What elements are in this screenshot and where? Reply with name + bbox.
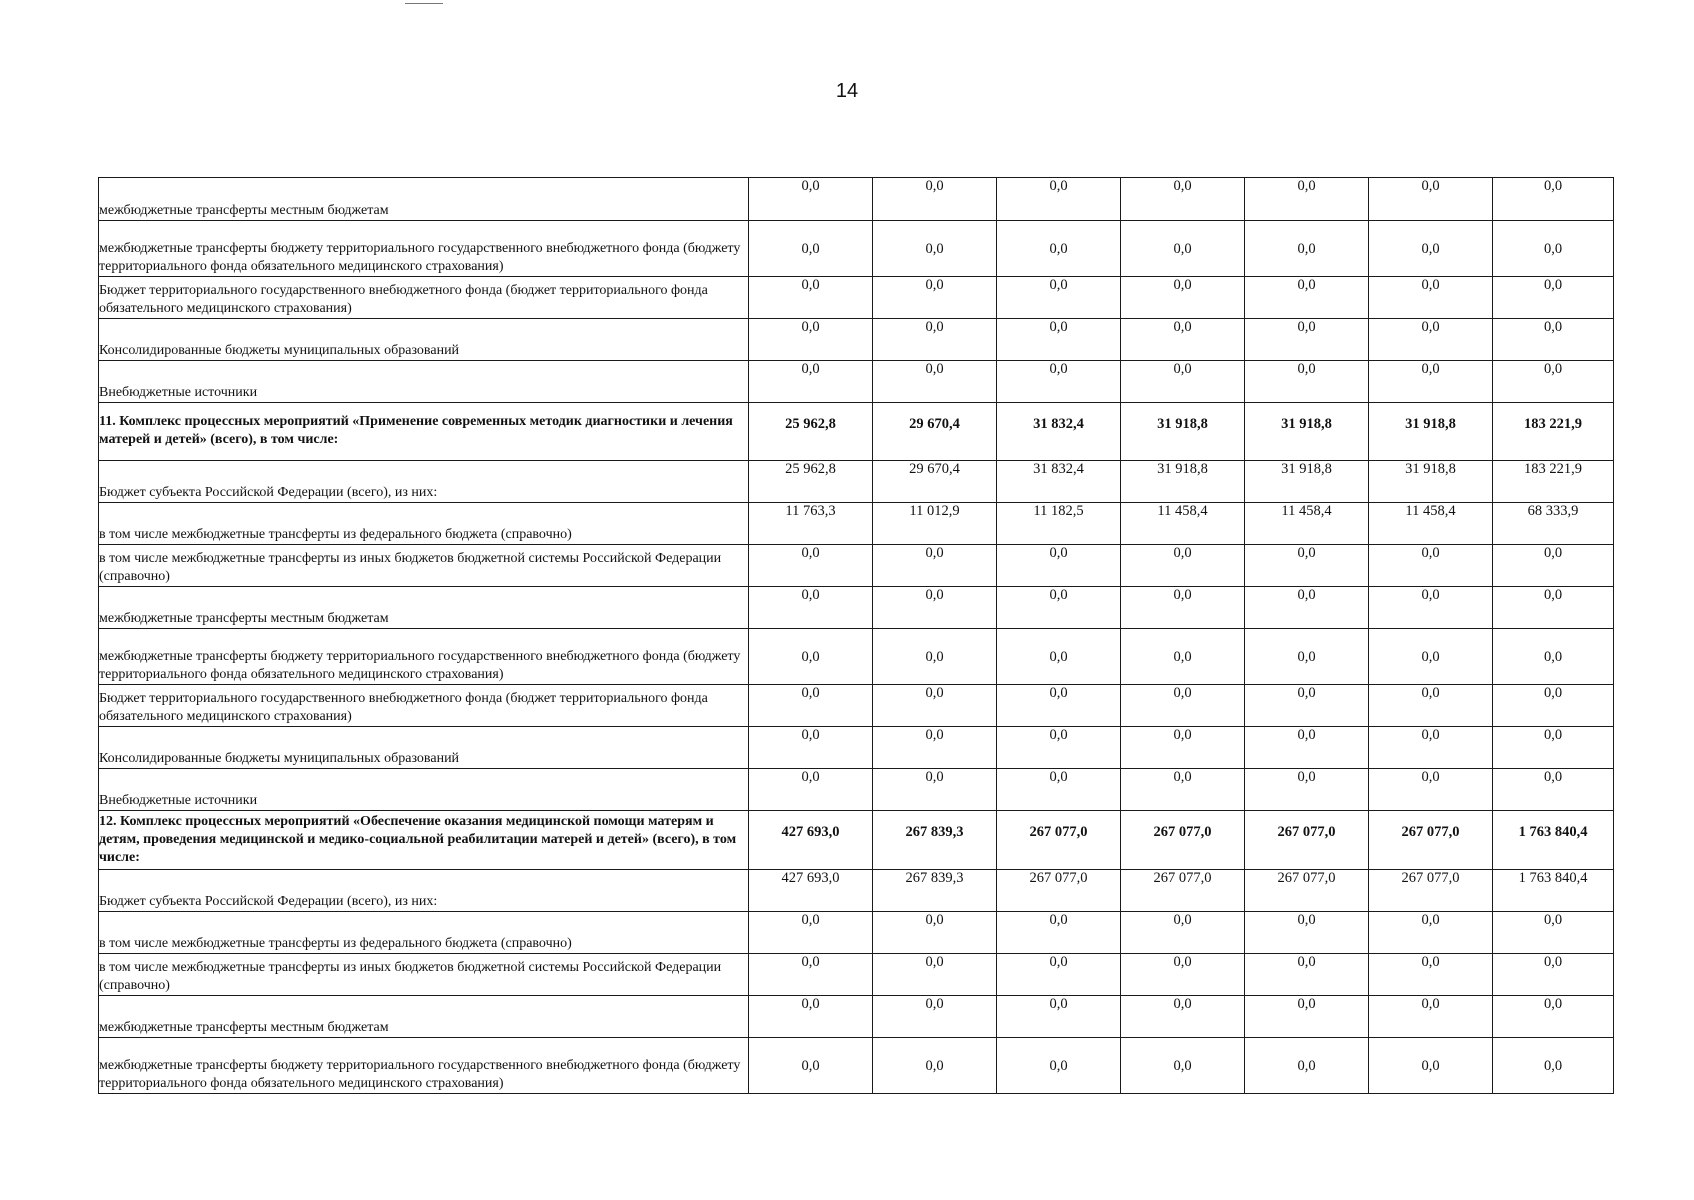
row-label: 11. Комплекс процессных мероприятий «Применение современных методик диагностики и лечения матерей и детей» (всего), в том числе: — [99, 403, 749, 461]
table-row — [99, 461, 1614, 503]
table-row — [99, 221, 1614, 277]
year-value-cell: 267 839,3 — [873, 811, 997, 870]
year-value-cell: 0,0 — [997, 727, 1121, 769]
total-cell: 0,0 — [1493, 685, 1614, 727]
table-row — [99, 629, 1614, 685]
year-value-cell: 0,0 — [1121, 587, 1245, 629]
year-value-cell: 0,0 — [749, 912, 873, 954]
year-value-cell: 0,0 — [873, 587, 997, 629]
table-row — [99, 870, 1614, 912]
year-value-cell: 0,0 — [997, 545, 1121, 587]
year-value-cell: 0,0 — [873, 996, 997, 1038]
year-value-cell: 0,0 — [1369, 954, 1493, 996]
year-value-cell: 267 077,0 — [1245, 870, 1369, 912]
total-cell: 0,0 — [1493, 319, 1614, 361]
table-row — [99, 954, 1614, 996]
row-label: Бюджет территориального государственного внебюджетного фонда (бюджет территориального фонда обязательного медицинского страхования) — [99, 685, 749, 727]
row-label: межбюджетные трансферты местным бюджетам — [99, 996, 749, 1038]
year-value-cell: 0,0 — [1369, 629, 1493, 685]
year-value-cell: 0,0 — [749, 629, 873, 685]
year-value-cell: 0,0 — [1121, 178, 1245, 221]
table-row — [99, 587, 1614, 629]
row-label: межбюджетные трансферты местным бюджетам — [99, 587, 749, 629]
year-value-cell: 0,0 — [749, 545, 873, 587]
table-row — [99, 545, 1614, 587]
row-label: межбюджетные трансферты местным бюджетам — [99, 178, 749, 221]
year-value-cell: 0,0 — [749, 727, 873, 769]
section-row — [99, 811, 1614, 870]
table-row — [99, 178, 1614, 221]
year-value-cell: 11 182,5 — [997, 503, 1121, 545]
year-value-cell: 0,0 — [1245, 221, 1369, 277]
year-value-cell: 0,0 — [1245, 629, 1369, 685]
year-value-cell: 0,0 — [873, 545, 997, 587]
year-value-cell: 0,0 — [1369, 178, 1493, 221]
year-value-cell: 0,0 — [1121, 629, 1245, 685]
year-value-cell: 0,0 — [873, 769, 997, 811]
budget-table-body — [99, 178, 1614, 1094]
year-value-cell: 267 077,0 — [1121, 811, 1245, 870]
table-row — [99, 685, 1614, 727]
year-value-cell: 0,0 — [1121, 361, 1245, 403]
row-label: межбюджетные трансферты бюджету территориального государственного внебюджетного фонда (бюджету территориального фонда обязательного медицинского страхования) — [99, 629, 749, 685]
row-label: Консолидированные бюджеты муниципальных образований — [99, 727, 749, 769]
row-label: Внебюджетные источники — [99, 361, 749, 403]
year-value-cell: 0,0 — [997, 685, 1121, 727]
year-value-cell: 0,0 — [1245, 178, 1369, 221]
year-value-cell: 31 918,8 — [1121, 461, 1245, 503]
year-value-cell: 0,0 — [1245, 912, 1369, 954]
total-cell: 0,0 — [1493, 545, 1614, 587]
year-value-cell: 0,0 — [1245, 685, 1369, 727]
page-number: 14 — [835, 80, 859, 102]
year-value-cell: 0,0 — [1245, 769, 1369, 811]
year-value-cell: 0,0 — [749, 769, 873, 811]
total-cell: 0,0 — [1493, 277, 1614, 319]
row-label: в том числе межбюджетные трансферты из иных бюджетов бюджетной системы Российской Федерации (справочно) — [99, 545, 749, 587]
total-cell: 0,0 — [1493, 769, 1614, 811]
year-value-cell: 267 077,0 — [997, 811, 1121, 870]
year-value-cell: 0,0 — [1369, 769, 1493, 811]
year-value-cell: 267 077,0 — [1369, 811, 1493, 870]
row-label: Консолидированные бюджеты муниципальных образований — [99, 319, 749, 361]
year-value-cell: 0,0 — [749, 685, 873, 727]
year-value-cell: 0,0 — [1121, 954, 1245, 996]
year-value-cell: 31 918,8 — [1369, 461, 1493, 503]
year-value-cell: 0,0 — [1121, 1038, 1245, 1094]
row-label: Внебюджетные источники — [99, 769, 749, 811]
year-value-cell: 0,0 — [997, 769, 1121, 811]
year-value-cell: 0,0 — [997, 221, 1121, 277]
year-value-cell: 0,0 — [997, 954, 1121, 996]
budget-table — [98, 177, 1614, 1094]
total-cell: 183 221,9 — [1493, 403, 1614, 461]
table-row — [99, 319, 1614, 361]
row-label: межбюджетные трансферты бюджету территориального государственного внебюджетного фонда (бюджету территориального фонда обязательного медицинского страхования) — [99, 221, 749, 277]
table-row — [99, 727, 1614, 769]
year-value-cell: 0,0 — [873, 727, 997, 769]
row-label: в том числе межбюджетные трансферты из федерального бюджета (справочно) — [99, 503, 749, 545]
total-cell: 68 333,9 — [1493, 503, 1614, 545]
row-label: межбюджетные трансферты бюджету территориального государственного внебюджетного фонда (бюджету территориального фонда обязательного медицинского страхования) — [99, 1038, 749, 1094]
year-value-cell: 31 918,8 — [1121, 403, 1245, 461]
total-cell: 1 763 840,4 — [1493, 870, 1614, 912]
year-value-cell: 0,0 — [997, 629, 1121, 685]
year-value-cell: 267 077,0 — [997, 870, 1121, 912]
year-value-cell: 0,0 — [1121, 912, 1245, 954]
year-value-cell: 0,0 — [997, 319, 1121, 361]
year-value-cell: 0,0 — [1121, 319, 1245, 361]
year-value-cell: 29 670,4 — [873, 461, 997, 503]
year-value-cell: 0,0 — [873, 361, 997, 403]
year-value-cell: 0,0 — [1369, 587, 1493, 629]
year-value-cell: 0,0 — [1369, 685, 1493, 727]
year-value-cell: 0,0 — [1245, 996, 1369, 1038]
year-value-cell: 0,0 — [749, 996, 873, 1038]
year-value-cell: 25 962,8 — [749, 403, 873, 461]
year-value-cell: 0,0 — [997, 996, 1121, 1038]
total-cell: 0,0 — [1493, 587, 1614, 629]
row-label: в том числе межбюджетные трансферты из иных бюджетов бюджетной системы Российской Федерации (справочно) — [99, 954, 749, 996]
year-value-cell: 267 077,0 — [1245, 811, 1369, 870]
scan-mark — [405, 3, 443, 4]
year-value-cell: 11 458,4 — [1245, 503, 1369, 545]
year-value-cell: 0,0 — [1369, 221, 1493, 277]
year-value-cell: 0,0 — [749, 178, 873, 221]
table-row — [99, 277, 1614, 319]
total-cell: 0,0 — [1493, 221, 1614, 277]
year-value-cell: 0,0 — [1121, 277, 1245, 319]
year-value-cell: 11 763,3 — [749, 503, 873, 545]
year-value-cell: 0,0 — [997, 1038, 1121, 1094]
year-value-cell: 0,0 — [1369, 361, 1493, 403]
year-value-cell: 31 918,8 — [1369, 403, 1493, 461]
year-value-cell: 0,0 — [873, 178, 997, 221]
year-value-cell: 0,0 — [873, 685, 997, 727]
year-value-cell: 267 077,0 — [1369, 870, 1493, 912]
row-label: 12. Комплекс процессных мероприятий «Обеспечение оказания медицинской помощи матерям и детям, проведения медицинской и медико-социальной реабилитации матерей и детей» (всего), в том числе: — [99, 811, 749, 870]
total-cell: 0,0 — [1493, 178, 1614, 221]
year-value-cell: 31 918,8 — [1245, 403, 1369, 461]
year-value-cell: 0,0 — [873, 629, 997, 685]
year-value-cell: 267 077,0 — [1121, 870, 1245, 912]
total-cell: 1 763 840,4 — [1493, 811, 1614, 870]
year-value-cell: 427 693,0 — [749, 870, 873, 912]
year-value-cell: 0,0 — [1121, 996, 1245, 1038]
year-value-cell: 0,0 — [1369, 319, 1493, 361]
row-label: Бюджет субъекта Российской Федерации (всего), из них: — [99, 870, 749, 912]
table-row — [99, 769, 1614, 811]
row-label: Бюджет субъекта Российской Федерации (всего), из них: — [99, 461, 749, 503]
year-value-cell: 0,0 — [1245, 954, 1369, 996]
year-value-cell: 0,0 — [749, 1038, 873, 1094]
year-value-cell: 0,0 — [1121, 769, 1245, 811]
year-value-cell: 0,0 — [749, 221, 873, 277]
year-value-cell: 11 458,4 — [1369, 503, 1493, 545]
year-value-cell: 0,0 — [1369, 912, 1493, 954]
year-value-cell: 0,0 — [1369, 996, 1493, 1038]
total-cell: 183 221,9 — [1493, 461, 1614, 503]
year-value-cell: 0,0 — [997, 912, 1121, 954]
year-value-cell: 11 458,4 — [1121, 503, 1245, 545]
year-value-cell: 0,0 — [1245, 361, 1369, 403]
year-value-cell: 25 962,8 — [749, 461, 873, 503]
year-value-cell: 0,0 — [1121, 545, 1245, 587]
year-value-cell: 0,0 — [1245, 277, 1369, 319]
year-value-cell: 11 012,9 — [873, 503, 997, 545]
year-value-cell: 0,0 — [997, 178, 1121, 221]
row-label: Бюджет территориального государственного внебюджетного фонда (бюджет территориального фонда обязательного медицинского страхования) — [99, 277, 749, 319]
total-cell: 0,0 — [1493, 361, 1614, 403]
table-row — [99, 1038, 1614, 1094]
year-value-cell: 29 670,4 — [873, 403, 997, 461]
year-value-cell: 0,0 — [749, 361, 873, 403]
total-cell: 0,0 — [1493, 629, 1614, 685]
year-value-cell: 0,0 — [1369, 1038, 1493, 1094]
year-value-cell: 0,0 — [749, 277, 873, 319]
total-cell: 0,0 — [1493, 996, 1614, 1038]
total-cell: 0,0 — [1493, 954, 1614, 996]
section-row — [99, 403, 1614, 461]
year-value-cell: 0,0 — [1369, 727, 1493, 769]
table-row — [99, 361, 1614, 403]
year-value-cell: 0,0 — [873, 221, 997, 277]
year-value-cell: 0,0 — [1245, 545, 1369, 587]
year-value-cell: 0,0 — [1369, 277, 1493, 319]
year-value-cell: 0,0 — [997, 361, 1121, 403]
total-cell: 0,0 — [1493, 727, 1614, 769]
year-value-cell: 31 918,8 — [1245, 461, 1369, 503]
total-cell: 0,0 — [1493, 912, 1614, 954]
year-value-cell: 0,0 — [749, 319, 873, 361]
year-value-cell: 0,0 — [1245, 1038, 1369, 1094]
table-row — [99, 996, 1614, 1038]
year-value-cell: 0,0 — [1369, 545, 1493, 587]
year-value-cell: 0,0 — [1245, 319, 1369, 361]
year-value-cell: 0,0 — [749, 587, 873, 629]
table-row — [99, 912, 1614, 954]
year-value-cell: 0,0 — [1245, 727, 1369, 769]
year-value-cell: 31 832,4 — [997, 461, 1121, 503]
table-row — [99, 503, 1614, 545]
year-value-cell: 267 839,3 — [873, 870, 997, 912]
total-cell: 0,0 — [1493, 1038, 1614, 1094]
year-value-cell: 0,0 — [1121, 685, 1245, 727]
year-value-cell: 0,0 — [873, 954, 997, 996]
year-value-cell: 0,0 — [1121, 221, 1245, 277]
year-value-cell: 31 832,4 — [997, 403, 1121, 461]
year-value-cell: 0,0 — [749, 954, 873, 996]
year-value-cell: 0,0 — [873, 277, 997, 319]
year-value-cell: 0,0 — [997, 277, 1121, 319]
year-value-cell: 427 693,0 — [749, 811, 873, 870]
year-value-cell: 0,0 — [1245, 587, 1369, 629]
year-value-cell: 0,0 — [873, 319, 997, 361]
year-value-cell: 0,0 — [873, 1038, 997, 1094]
year-value-cell: 0,0 — [997, 587, 1121, 629]
row-label: в том числе межбюджетные трансферты из федерального бюджета (справочно) — [99, 912, 749, 954]
year-value-cell: 0,0 — [873, 912, 997, 954]
year-value-cell: 0,0 — [1121, 727, 1245, 769]
